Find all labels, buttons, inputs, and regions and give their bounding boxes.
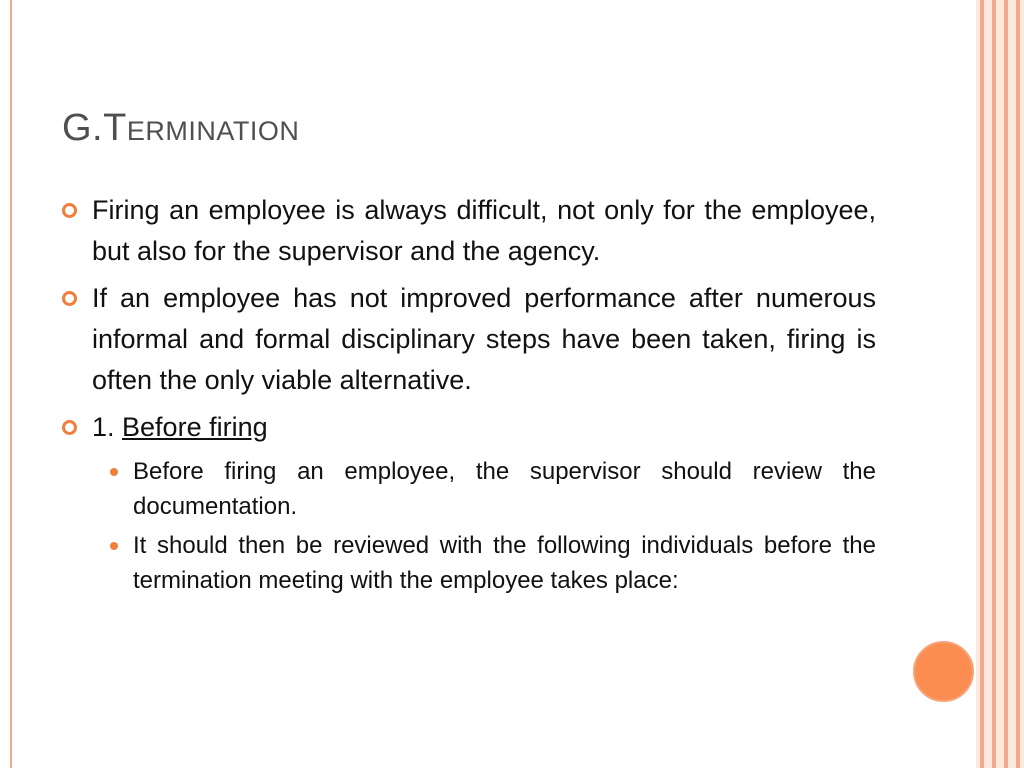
- sub-bullet-dot-icon: [110, 542, 118, 550]
- section-heading-before-firing: Before firing: [122, 412, 268, 442]
- decorative-orange-circle: [913, 641, 974, 702]
- bullet-item: [62, 278, 876, 401]
- bullet-text: If an employee has not improved performance after numerous informal and formal disciplinary steps have been taken, firing is often the only viable alternative.: [92, 283, 876, 395]
- bullet-text: Firing an employee is always difficult, not only for the employee, but also for the supervisor and the agency.: [92, 195, 876, 266]
- bullet-ring-icon: [62, 420, 77, 435]
- sub-bullet-dot-icon: [110, 468, 118, 476]
- bullet-prefix: 1.: [92, 412, 123, 442]
- stripe: [1004, 0, 1008, 768]
- sub-bullet-item: [62, 454, 876, 524]
- slide-title: G.Termination: [62, 107, 300, 149]
- stripe: [1016, 0, 1020, 768]
- left-frame-border: [0, 0, 12, 768]
- bullet-ring-icon: [62, 203, 77, 218]
- bullet-ring-icon: [62, 291, 77, 306]
- sub-bullet-text: It should then be reviewed with the following individuals before the termination meeting with the employee takes place:: [133, 532, 876, 594]
- bullet-item: [62, 407, 876, 448]
- sub-bullet-item: [62, 528, 876, 598]
- right-decorative-stripes: [976, 0, 1024, 768]
- sub-bullet-text: Before firing an employee, the supervisor should review the documentation.: [133, 458, 876, 520]
- stripe: [980, 0, 984, 768]
- stripe: [992, 0, 996, 768]
- bullet-item: [62, 190, 876, 272]
- slide-content: [62, 190, 876, 598]
